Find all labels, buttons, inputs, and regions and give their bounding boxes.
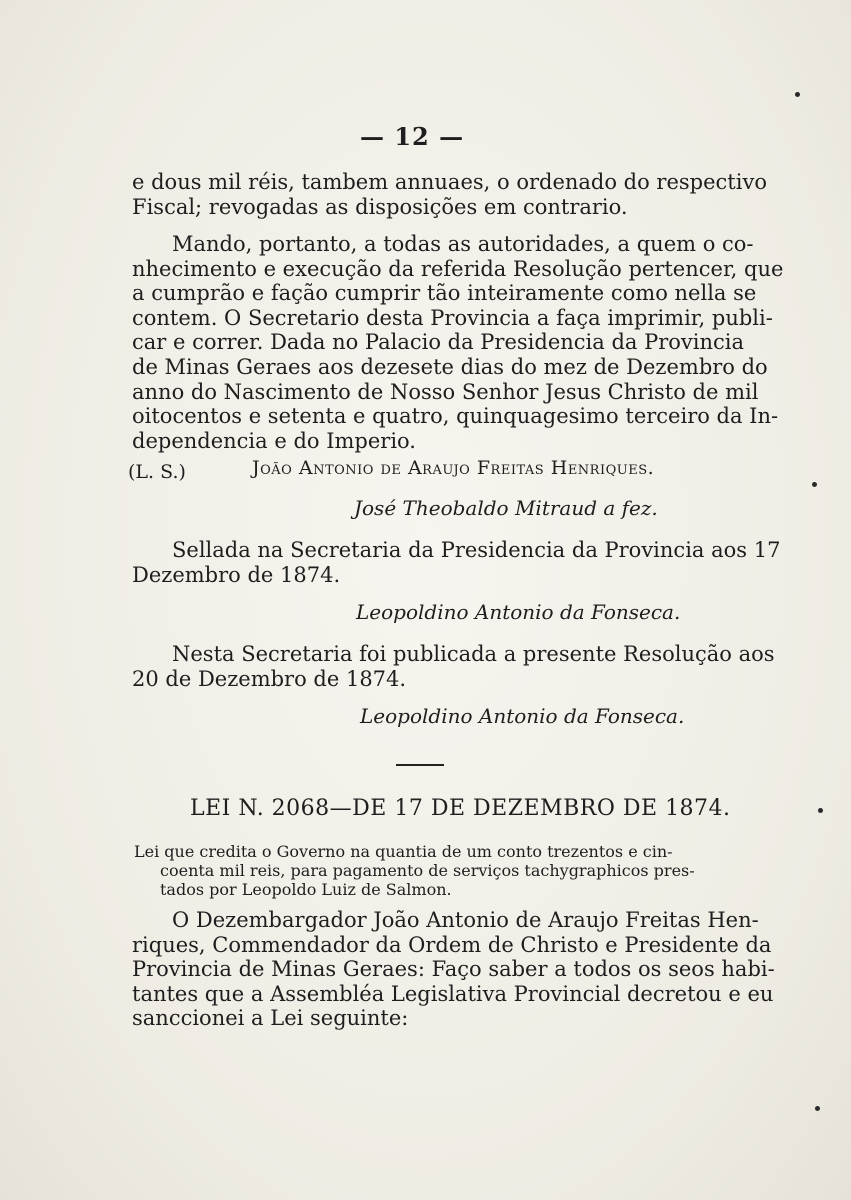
- ink-speck: [818, 808, 823, 813]
- seal-mark: (L. S.): [128, 461, 186, 483]
- text-line: tantes que a Assembléa Legislativa Provincial decretou e eu: [132, 981, 774, 1006]
- text-line: Provincia de Minas Geraes: Faço saber a todos os seos habi-: [132, 957, 775, 982]
- governor-signature: João Antonio de Araujo Freitas Henriques.: [252, 457, 655, 479]
- text-line: de Minas Geraes aos dezesete dias do mez de Dezembro do: [132, 354, 768, 379]
- page-number: — 12 —: [360, 122, 465, 151]
- text-line: oitocentos e setenta e quatro, quinquagesimo terceiro da In-: [132, 404, 779, 429]
- text-line: coenta mil reis, para pagamento de serviços tachygraphicos pres-: [160, 861, 695, 880]
- paragraph-mando: [132, 232, 784, 453]
- text-line: e dous mil réis, tambem annuaes, o ordenado do respectivo: [132, 170, 767, 194]
- law-preamble: [132, 908, 775, 1031]
- text-line: 20 de Dezembro de 1874.: [132, 666, 407, 691]
- text-line: Fiscal; revogadas as disposições em contrario.: [132, 194, 628, 219]
- law-title: LEI N. 2068—DE 17 DE DEZEMBRO DE 1874.: [190, 796, 731, 821]
- text-line: a cumprão e fação cumprir tão inteiramente como nella se: [132, 281, 757, 306]
- ink-speck: [812, 482, 817, 487]
- text-line: Sellada na Secretaria da Presidencia da Provincia aos 17: [172, 538, 781, 562]
- law-summary: [134, 842, 706, 899]
- paragraph-fiscal: [132, 170, 767, 219]
- ink-speck: [795, 92, 800, 97]
- secretary-signature: Leopoldino Antonio da Fonseca.: [360, 704, 685, 728]
- scribe-signature: José Theobaldo Mitraud a fez.: [354, 496, 658, 520]
- text-line: Dezembro de 1874.: [132, 562, 341, 587]
- paragraph-sellada: [132, 538, 781, 587]
- text-line: O Dezembargador João Antonio de Araujo Freitas Hen-: [172, 908, 759, 932]
- text-line: riques, Commendador da Ordem de Christo e Presidente da: [132, 932, 772, 957]
- section-divider: [396, 764, 444, 766]
- text-line: sanccionei a Lei seguinte:: [132, 1006, 409, 1031]
- text-line: tados por Leopoldo Luiz de Salmon.: [160, 880, 452, 899]
- text-line: Nesta Secretaria foi publicada a presente Resolução aos: [172, 642, 775, 666]
- text-line: Mando, portanto, a todas as autoridades, a quem o co-: [172, 232, 754, 256]
- text-line: contem. O Secretario desta Provincia a faça imprimir, publi-: [132, 305, 773, 330]
- text-line: Lei que credita o Governo na quantia de um conto trezentos e cin-: [134, 842, 673, 861]
- text-line: car e correr. Dada no Palacio da Presidencia da Provincia: [132, 330, 745, 355]
- text-line: anno do Nascimento de Nosso Senhor Jesus Christo de mil: [132, 379, 759, 404]
- secretary-signature: Leopoldino Antonio da Fonseca.: [356, 600, 681, 624]
- text-line: nhecimento e execução da referida Resolução pertencer, que: [132, 256, 784, 281]
- text-line: dependencia e do Imperio.: [132, 428, 416, 453]
- paragraph-publicada: [132, 642, 775, 691]
- ink-speck: [815, 1106, 820, 1111]
